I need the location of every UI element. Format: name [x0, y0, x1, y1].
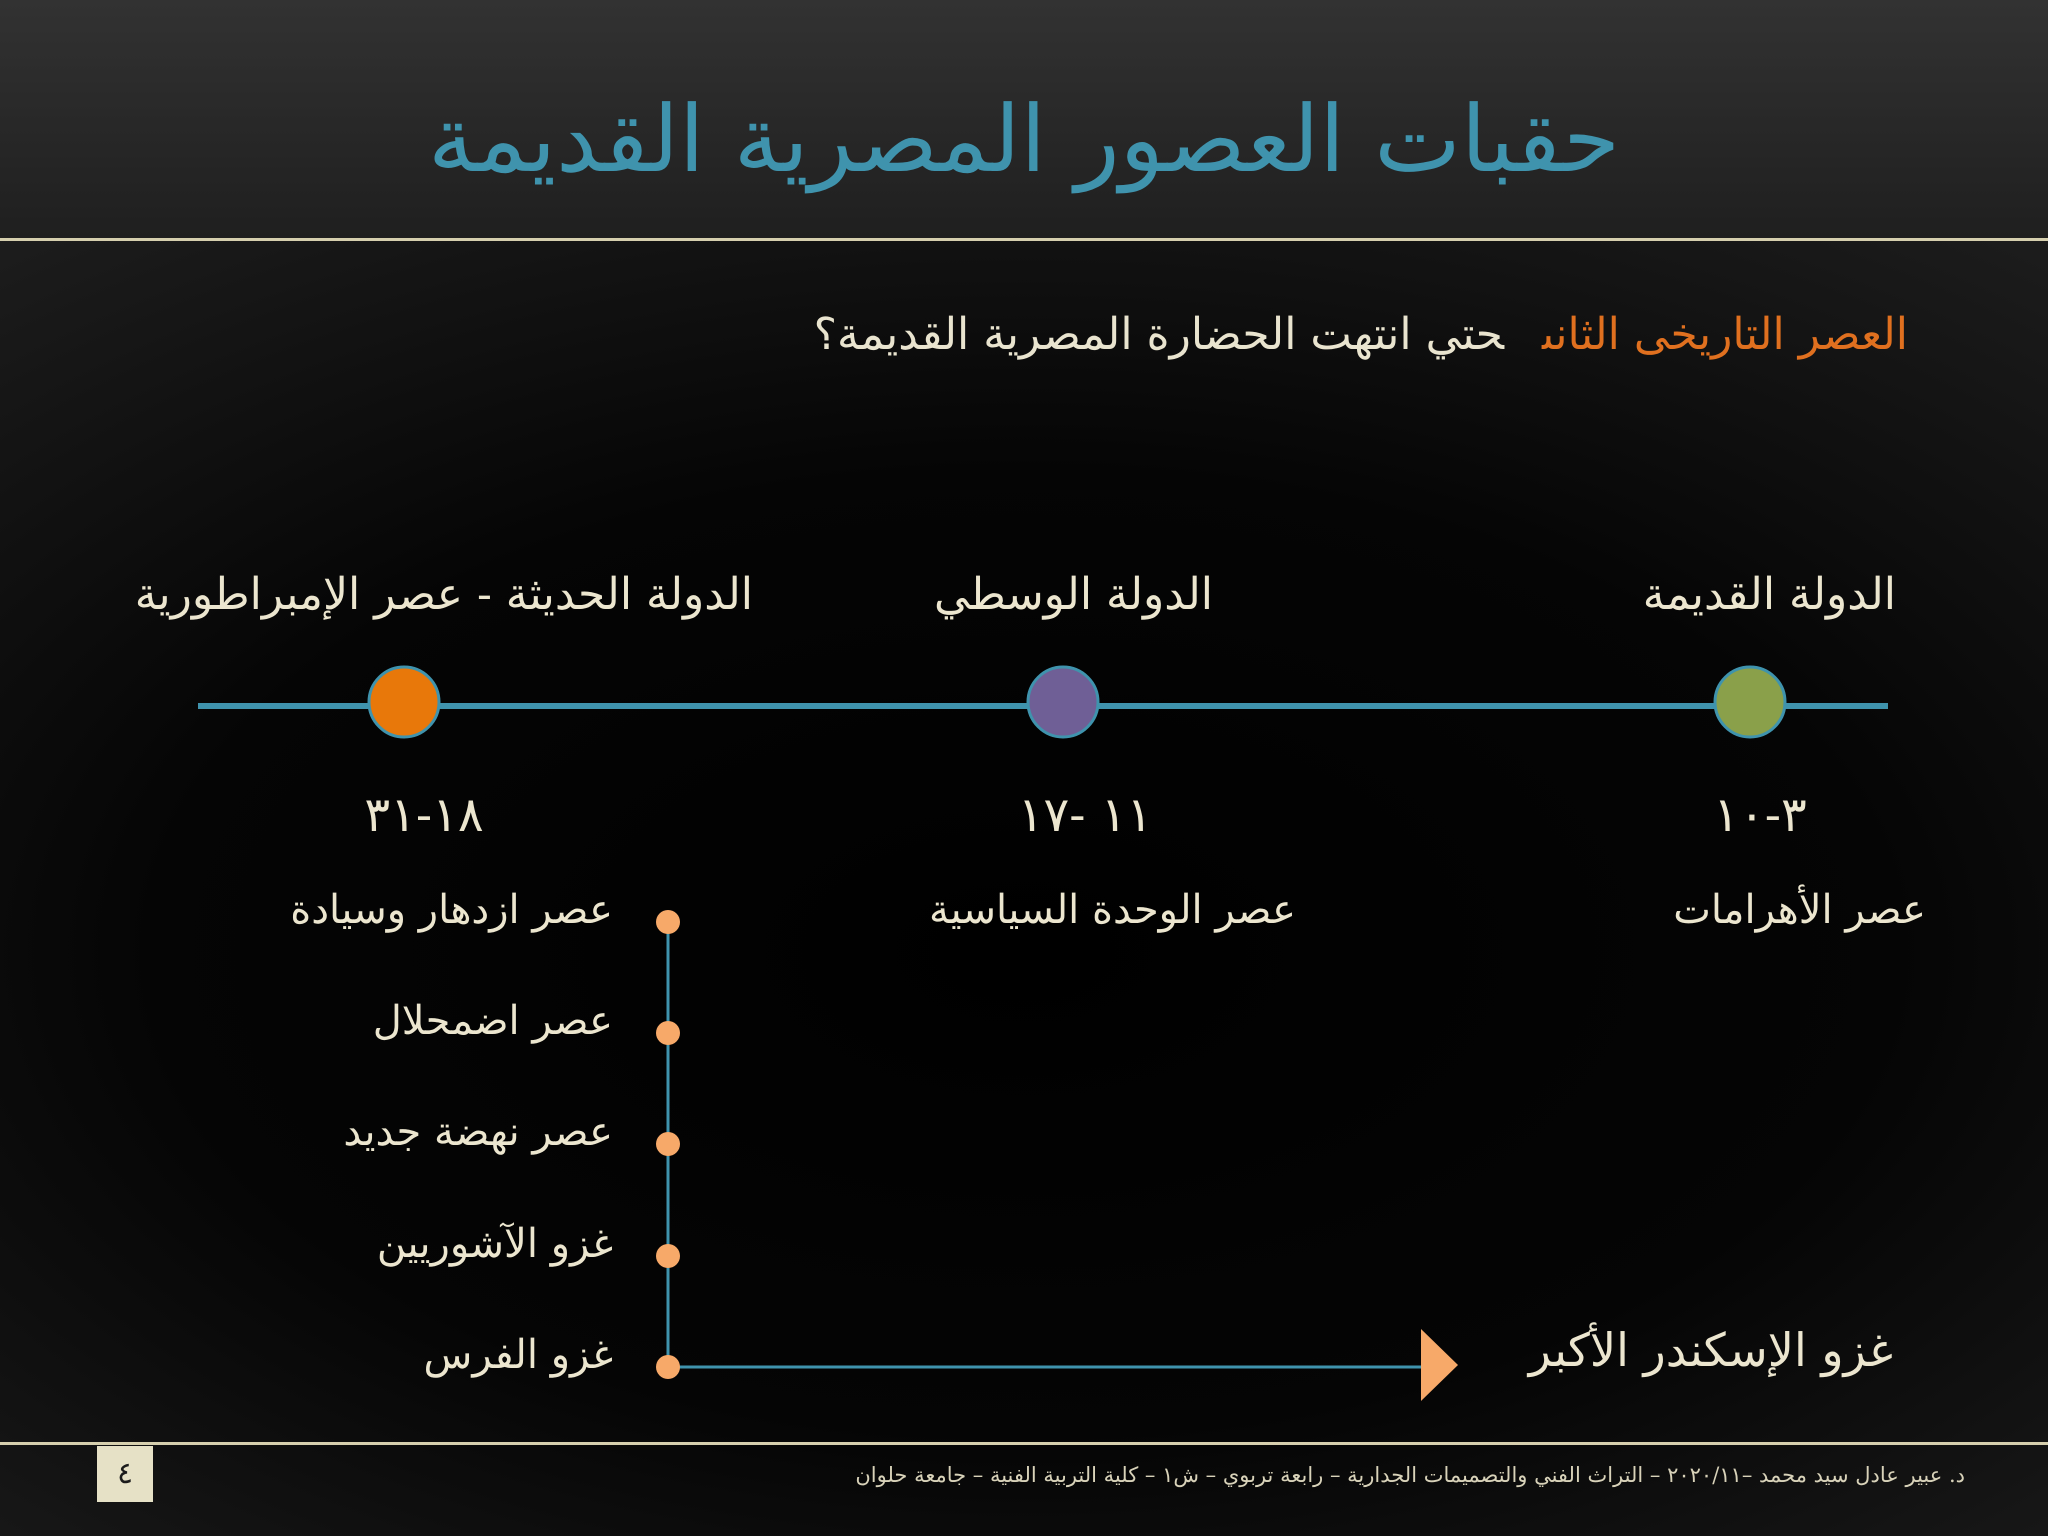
- new-kingdom-range: ١٨-٣١: [364, 787, 484, 843]
- middle-kingdom-name: الدولة الوسطي: [934, 569, 1213, 620]
- late-period-item: غزو الآشوريين: [376, 1221, 613, 1267]
- late-period-dot: [656, 1355, 680, 1379]
- old-kingdom-description: عصر الأهرامات: [1673, 887, 1926, 933]
- old-kingdom-marker: [1715, 667, 1785, 737]
- late-period-item: عصر ازدهار وسيادة: [290, 887, 613, 933]
- new-kingdom-name: الدولة الحديثة - عصر الإمبراطورية: [134, 569, 753, 620]
- footer-divider: [0, 1442, 2048, 1445]
- old-kingdom-range: ٣-١٠: [1713, 787, 1807, 843]
- final-event-arrow: [1421, 1329, 1458, 1401]
- late-period-dot: [656, 1132, 680, 1156]
- late-period-dot: [656, 1244, 680, 1268]
- late-period-item: غزو الفرس: [423, 1332, 613, 1378]
- footer-credit: د. عبير عادل سيد محمد –٢٠٢٠/١١ – التراث الفني والتصميمات الجدارية – رابعة تربوي – ش١ – كلية التربية الفنية – جامعة حلوان: [855, 1463, 1965, 1487]
- new-kingdom-marker: [369, 667, 439, 737]
- subtitle-accent: العصر التاريخى الثانى: [1542, 309, 1908, 360]
- old-kingdom-name: الدولة القديمة: [1642, 569, 1896, 620]
- late-period-dot: [656, 910, 680, 934]
- middle-kingdom-marker: [1028, 667, 1098, 737]
- late-period-dot: [656, 1021, 680, 1045]
- middle-kingdom-range: ١١ -١٧: [1017, 787, 1153, 843]
- late-period-item: عصر نهضة جديد: [343, 1109, 613, 1155]
- subtitle-rest: حتي انتهت الحضارة المصرية القديمة؟: [813, 309, 1504, 360]
- final-event-label: غزو الإسكندر الأكبر: [1528, 1323, 1893, 1377]
- page-title: حقبات العصور المصرية القديمة: [427, 86, 1621, 193]
- late-period-item: عصر اضمحلال: [372, 998, 613, 1044]
- page-number: ٤: [97, 1446, 153, 1502]
- middle-kingdom-description: عصر الوحدة السياسية: [929, 887, 1296, 933]
